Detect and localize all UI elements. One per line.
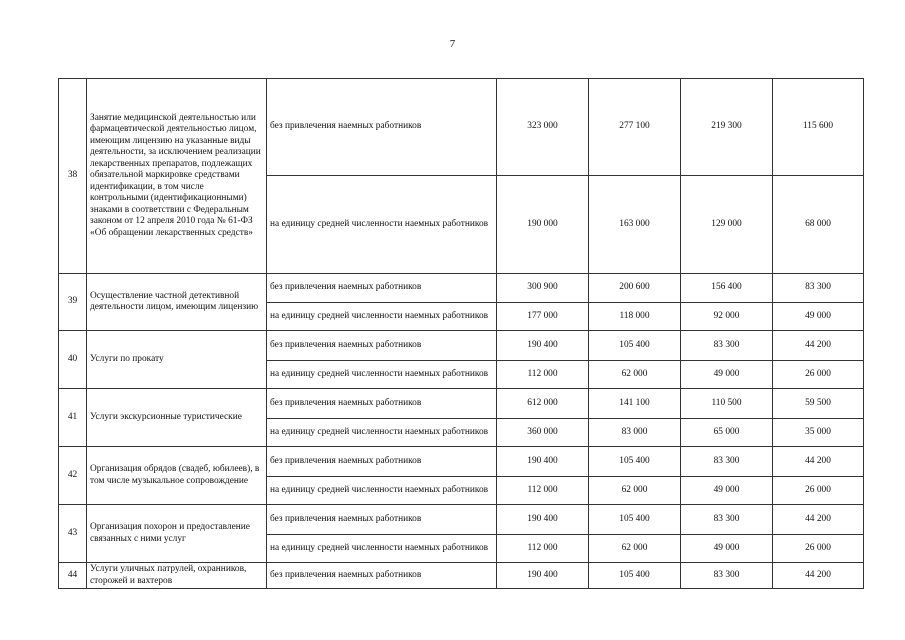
- row-number: 38: [59, 79, 87, 274]
- table-row: [59, 274, 864, 303]
- page-number: 7: [449, 38, 456, 50]
- value-cell: 612 000: [497, 389, 589, 419]
- value-cell: 83 300: [681, 505, 773, 535]
- value-cell: 277 100: [589, 79, 681, 176]
- table-row: [59, 447, 864, 477]
- value-cell: 323 000: [497, 79, 589, 176]
- table-row: [59, 331, 864, 361]
- value-cell: 105 400: [589, 505, 681, 535]
- value-cell: 105 400: [589, 563, 681, 589]
- value-cell: 190 400: [497, 505, 589, 535]
- value-cell: 110 500: [681, 389, 773, 419]
- value-cell: 35 000: [773, 419, 864, 447]
- condition-cell: без привлечения наемных работников: [267, 274, 497, 303]
- activity-name: Услуги по прокату: [87, 331, 267, 389]
- value-cell: 219 300: [681, 79, 773, 176]
- value-cell: 26 000: [773, 477, 864, 505]
- value-cell: 92 000: [681, 303, 773, 331]
- condition-cell: без привлечения наемных работников: [267, 79, 497, 176]
- value-cell: 49 000: [773, 303, 864, 331]
- condition-cell: на единицу средней численности наемных работников: [267, 477, 497, 505]
- value-cell: 200 600: [589, 274, 681, 303]
- value-cell: 190 400: [497, 331, 589, 361]
- activity-name: Услуги экскурсионные туристические: [87, 389, 267, 447]
- value-cell: 44 200: [773, 563, 864, 589]
- condition-cell: на единицу средней численности наемных работников: [267, 361, 497, 389]
- value-cell: 112 000: [497, 361, 589, 389]
- value-cell: 156 400: [681, 274, 773, 303]
- value-cell: 129 000: [681, 176, 773, 274]
- value-cell: 163 000: [589, 176, 681, 274]
- table-row: [59, 563, 864, 589]
- value-cell: 105 400: [589, 331, 681, 361]
- value-cell: 62 000: [589, 535, 681, 563]
- row-number: 40: [59, 331, 87, 389]
- value-cell: 83 000: [589, 419, 681, 447]
- condition-cell: без привлечения наемных работников: [267, 331, 497, 361]
- value-cell: 26 000: [773, 361, 864, 389]
- value-cell: 83 300: [681, 447, 773, 477]
- table-row: [59, 505, 864, 535]
- value-cell: 177 000: [497, 303, 589, 331]
- condition-cell: без привлечения наемных работников: [267, 447, 497, 477]
- value-cell: 112 000: [497, 535, 589, 563]
- value-cell: 112 000: [497, 477, 589, 505]
- value-cell: 190 400: [497, 563, 589, 589]
- value-cell: 49 000: [681, 535, 773, 563]
- value-cell: 68 000: [773, 176, 864, 274]
- value-cell: 83 300: [773, 274, 864, 303]
- value-cell: 59 500: [773, 389, 864, 419]
- value-cell: 83 300: [681, 331, 773, 361]
- value-cell: 49 000: [681, 361, 773, 389]
- value-cell: 44 200: [773, 505, 864, 535]
- activity-name: Осуществление частной детективной деятельности лицом, имеющим лицензию: [87, 274, 267, 331]
- tax-rate-table: [58, 78, 864, 589]
- value-cell: 26 000: [773, 535, 864, 563]
- condition-cell: на единицу средней численности наемных работников: [267, 535, 497, 563]
- row-number: 43: [59, 505, 87, 563]
- condition-cell: на единицу средней численности наемных работников: [267, 176, 497, 274]
- condition-cell: без привлечения наемных работников: [267, 389, 497, 419]
- activity-name: Занятие медицинской деятельностью или фармацевтической деятельностью лицом, имеющим лицензию на указанные виды деятельности, за исключением реализации лекарственных препаратов, подлежащих обязательной маркировке средствами идентификации, в том числе контрольными (идентификационными) знаками в соответствии с Федеральным законом от 12 апреля 2010 года № 61-ФЗ «Об обращении лекарственных средств»: [87, 79, 267, 274]
- row-number: 44: [59, 563, 87, 589]
- value-cell: 190 400: [497, 447, 589, 477]
- value-cell: 141 100: [589, 389, 681, 419]
- condition-cell: без привлечения наемных работников: [267, 505, 497, 535]
- condition-cell: без привлечения наемных работников: [267, 563, 497, 589]
- table-row: [59, 389, 864, 419]
- value-cell: 360 000: [497, 419, 589, 447]
- row-number: 42: [59, 447, 87, 505]
- value-cell: 62 000: [589, 361, 681, 389]
- value-cell: 115 600: [773, 79, 864, 176]
- value-cell: 62 000: [589, 477, 681, 505]
- activity-name: Организация обрядов (свадеб, юбилеев), в том числе музыкальное сопровождение: [87, 447, 267, 505]
- activity-name: Услуги уличных патрулей, охранников, сторожей и вахтеров: [87, 563, 267, 589]
- value-cell: 190 000: [497, 176, 589, 274]
- value-cell: 44 200: [773, 447, 864, 477]
- value-cell: 65 000: [681, 419, 773, 447]
- value-cell: 300 900: [497, 274, 589, 303]
- value-cell: 118 000: [589, 303, 681, 331]
- row-number: 41: [59, 389, 87, 447]
- condition-cell: на единицу средней численности наемных работников: [267, 303, 497, 331]
- value-cell: 105 400: [589, 447, 681, 477]
- activity-name: Организация похорон и предоставление связанных с ними услуг: [87, 505, 267, 563]
- value-cell: 83 300: [681, 563, 773, 589]
- row-number: 39: [59, 274, 87, 331]
- value-cell: 44 200: [773, 331, 864, 361]
- value-cell: 49 000: [681, 477, 773, 505]
- table-body: [59, 79, 864, 589]
- table-row: [59, 79, 864, 176]
- condition-cell: на единицу средней численности наемных работников: [267, 419, 497, 447]
